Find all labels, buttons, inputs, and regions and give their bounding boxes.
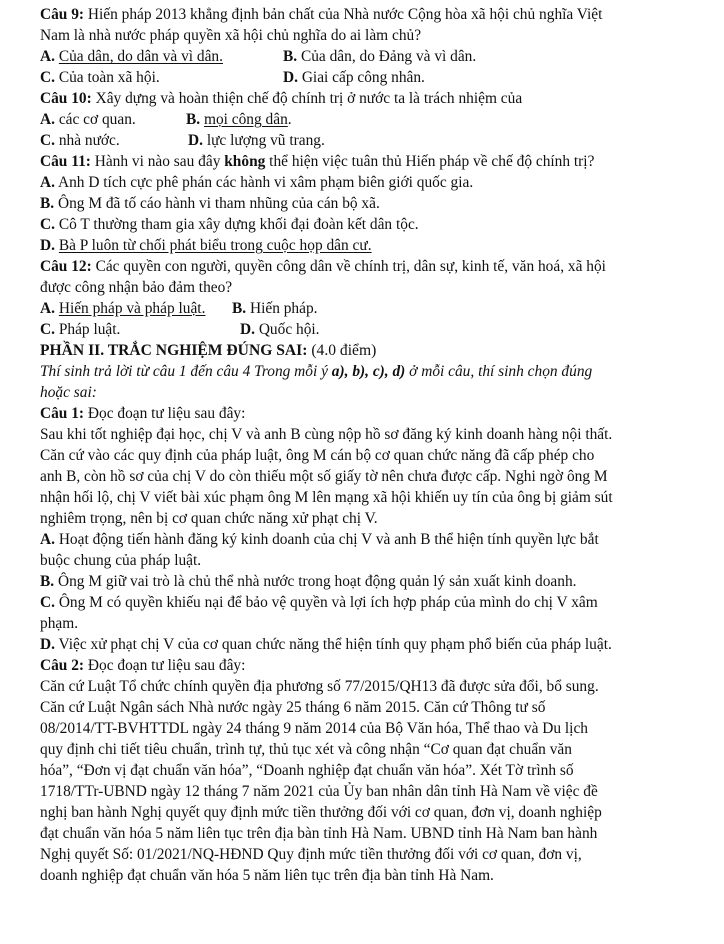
part2-heading — [40, 340, 376, 361]
q11-option-c: C. Cô T thường tham gia xây dựng khối đại đoàn kết dân tộc. — [40, 216, 419, 233]
q11-option-a: A. Anh D tích cực phê phán các hành vi xâm phạm biên giới quốc gia. — [40, 174, 474, 191]
q9-option-a: A. Của dân, do dân và vì dân. — [40, 48, 223, 65]
q10-stem: Câu 10: Xây dựng và hoàn thiện chế độ chính trị ở nước ta là trách nhiệm của — [40, 90, 523, 107]
q9-label: Câu 9: — [40, 6, 85, 23]
p1-passage-line1: Sau khi tốt nghiệp đại học, chị V và anh B cùng nộp hồ sơ đăng ký kinh doanh hàng nội thất. — [40, 426, 613, 443]
p2-intro: Câu 2: Đọc đoạn tư liệu sau đây: — [40, 657, 246, 674]
q12-option-c: C. Pháp luật. — [40, 321, 121, 338]
q11-correct-answer: Bà P luôn từ chối phát biểu trong cuộc họp dân cư. — [58, 237, 372, 254]
p1-passage-line5: nghiêm trọng, nên bị cơ quan chức năng xử phạt chị V. — [40, 510, 378, 527]
p2-passage-line8: đạt chuẩn văn hóa 5 năm liên tục trên địa bàn tỉnh Hà Nam. UBND tỉnh Hà Nam ban hành — [40, 825, 598, 842]
p1-passage-line3: anh B, còn hồ sơ của chị V do còn thiếu một số giấy tờ nên chưa được cấp. Nghi ngờ ông M — [40, 468, 608, 485]
q12-option-b: B. Hiến pháp. — [232, 300, 318, 317]
part2-instruction-line2: hoặc sai: — [40, 384, 97, 401]
q9-stem-line2: Nam là nhà nước pháp quyền xã hội chủ nghĩa do ai làm chủ? — [40, 27, 422, 44]
p1-label: Câu 1: — [40, 405, 85, 422]
q9-option-d: D. Giai cấp công nhân. — [283, 69, 425, 86]
p2-passage-line5: hóa”, “Đơn vị đạt chuẩn văn hóa”, “Doanh nghiệp đạt chuẩn văn hóa”. Xét Tờ trình số — [40, 762, 574, 779]
q11-stem: Câu 11: Hành vi nào sau đây không thể hiện việc tuân thủ Hiến pháp về chế độ chính trị? — [40, 153, 595, 170]
part2-instruction-line1: Thí sinh trả lời từ câu 1 đến câu 4 Trong mỗi ý a), b), c), d) ở mỗi câu, thí sinh chọn đúng — [40, 363, 593, 380]
p2-passage-line6: 1718/TTr-UBND ngày 12 tháng 7 năm 2021 của Ủy ban nhân dân tỉnh Hà Nam về việc đề — [40, 783, 598, 800]
q12-option-d: D. Quốc hội. — [240, 321, 320, 338]
p1-statement-b: B. Ông M giữ vai trò là chủ thể nhà nước trong hoạt động quản lý sản xuất kinh doanh. — [40, 573, 577, 590]
p2-label: Câu 2: — [40, 657, 85, 674]
p2-passage-line7: nghị ban hành Nghị quyết quy định mức tiền thưởng đối với cơ quan, đơn vị, doanh nghiệp — [40, 804, 602, 821]
p2-passage-line3: 08/2014/TT-BVHTTDL ngày 24 tháng 9 năm 2014 của Bộ Văn hóa, Thể thao và Du lịch — [40, 720, 588, 737]
p1-intro: Câu 1: Đọc đoạn tư liệu sau đây: — [40, 405, 246, 422]
q11-option-b: B. Ông M đã tố cáo hành vi tham nhũng của cán bộ xã. — [40, 195, 380, 212]
q12-stem-line1: Câu 12: Các quyền con người, quyền công dân về chính trị, dân sự, kinh tế, văn hoá, xã hội — [40, 258, 606, 275]
q9-option-b: B. Của dân, do Đảng và vì dân. — [283, 48, 477, 65]
p2-passage-line1: Căn cứ Luật Tổ chức chính quyền địa phương số 77/2015/QH13 đã được sửa đổi, bổ sung. — [40, 678, 599, 695]
p2-passage-line9: Nghị quyết Số: 01/2021/NQ-HĐND Quy định mức tiền thưởng đối với cơ quan, đơn vị, — [40, 846, 582, 863]
q10-option-a: A. các cơ quan. — [40, 111, 136, 128]
q9-correct-answer: Của dân, do dân và vì dân. — [58, 48, 223, 65]
p1-passage-line4: nhận hối lộ, chị V viết bài xúc phạm ông M lên mạng xã hội khiến uy tín của ông bị giảm sút — [40, 489, 613, 506]
q10-option-c: C. nhà nước. — [40, 132, 120, 149]
p1-statement-d: D. Việc xử phạt chị V của cơ quan chức năng thể hiện tính quy phạm phổ biến của pháp luật. — [40, 636, 612, 653]
q10-option-b: B. mọi công dân. — [186, 111, 292, 128]
q11-label: Câu 11: — [40, 153, 91, 170]
q12-stem-line2: được công nhận bảo đảm theo? — [40, 279, 233, 296]
p2-passage-line10: doanh nghiệp đạt chuẩn văn hóa 5 năm liên tục trên địa bàn tỉnh Hà Nam. — [40, 867, 494, 884]
q10-correct-answer: mọi công dân — [203, 111, 288, 128]
p1-statement-c-line1: C. Ông M có quyền khiếu nại để bảo vệ quyền và lợi ích hợp pháp của mình do chị V xâm — [40, 594, 598, 611]
p1-passage-line2: Căn cứ vào các quy định của pháp luật, ông M cán bộ cơ quan chức năng đã cấp phép cho — [40, 447, 595, 464]
part2-title: PHẦN II. TRẮC NGHIỆM ĐÚNG SAI: — [40, 342, 308, 359]
p2-passage-line2: Căn cứ Luật Ngân sách Nhà nước ngày 25 tháng 6 năm 2015. Căn cứ Thông tư số — [40, 699, 546, 716]
q9-stem-line1: Câu 9: Hiến pháp 2013 khẳng định bản chất của Nhà nước Cộng hòa xã hội chủ nghĩa Việt — [40, 6, 603, 23]
p2-passage-line4: quy định chi tiết tiêu chuẩn, trình tự, thủ tục xét và công nhận “Cơ quan đạt chuẩn văn — [40, 741, 572, 758]
p1-statement-a-line2: buộc chung của pháp luật. — [40, 552, 202, 569]
q10-option-d: D. lực lượng vũ trang. — [188, 132, 325, 149]
q12-correct-answer: Hiến pháp và pháp luật. — [58, 300, 206, 317]
p1-statement-c-line2: phạm. — [40, 615, 79, 632]
q12-label: Câu 12: — [40, 258, 92, 275]
p1-statement-a-line1: A. Hoạt động tiến hành đăng ký kinh doanh của chị V và anh B thể hiện tính quyền lực bắt — [40, 531, 599, 548]
q12-option-a: A. Hiến pháp và pháp luật. — [40, 300, 206, 317]
part2-points: (4.0 điểm) — [307, 342, 377, 359]
q10-label: Câu 10: — [40, 90, 92, 107]
q11-option-d: D. Bà P luôn từ chối phát biểu trong cuộc họp dân cư. — [40, 237, 372, 254]
q9-option-c: C. Của toàn xã hội. — [40, 69, 160, 86]
